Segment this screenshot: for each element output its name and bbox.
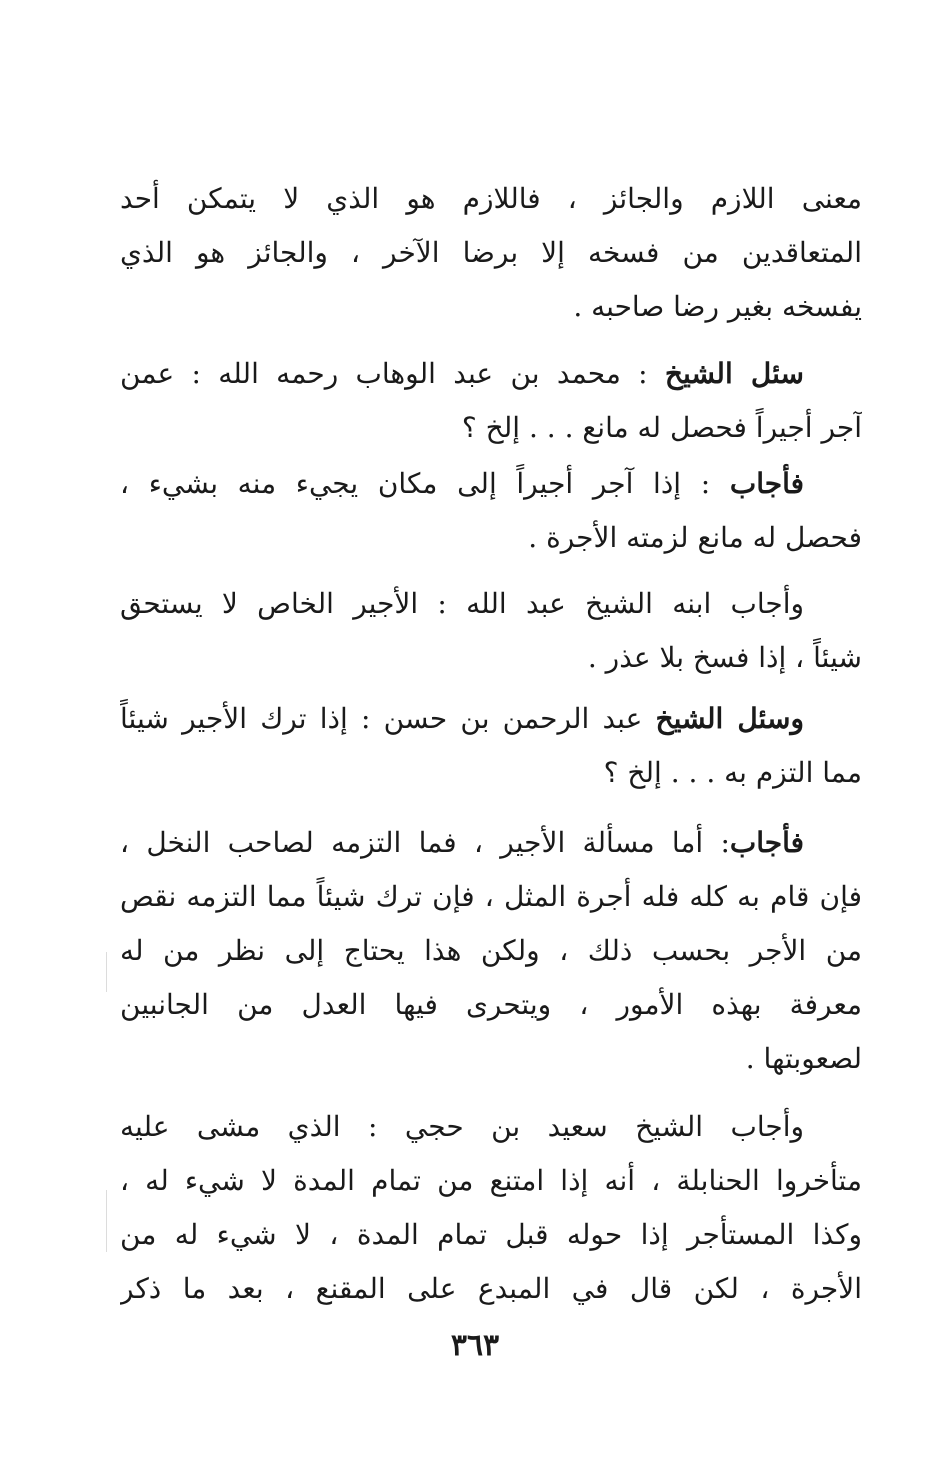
- text-line: وكذا المستأجر إذا حوله قبل تمام المدة ، لا شيء له من: [120, 1218, 862, 1251]
- paragraph-answer-saeed: [120, 1100, 862, 1316]
- paragraph-answer-2: [120, 816, 862, 1086]
- page-number: ٣٦٣: [450, 1328, 500, 1363]
- text-line: معنى اللازم والجائز ، فاللازم هو الذي لا يتمكن أحد: [120, 182, 862, 215]
- text-line: مما التزم به . . . إلخ ؟: [603, 756, 862, 789]
- lead-phrase: فأجاب: [729, 467, 804, 500]
- paragraph-answer-abdullah: [120, 577, 862, 685]
- text-line: [120, 457, 862, 511]
- paragraph-question-abdulrahman: [120, 692, 862, 800]
- text-line: يفسخه بغير رضا صاحبه .: [573, 290, 862, 323]
- text-line: فحصل له مانع لزمته الأجرة .: [528, 521, 862, 554]
- text-line: الأجرة ، لكن قال في المبدع على المقنع ، بعد ما ذكر: [120, 1272, 862, 1305]
- paragraph-answer-1: [120, 457, 862, 565]
- text-line: متأخروا الحنابلة ، أنه إذا امتنع من تمام المدة لا شيء له ،: [120, 1164, 862, 1197]
- paragraph-question-muhammad: [120, 347, 862, 455]
- margin-scan-mark: [106, 1190, 107, 1252]
- text-line: معرفة بهذه الأمور ، ويتحرى فيها العدل من الجانبين: [120, 988, 862, 1021]
- line-rest: عبد الرحمن بن حسن : إذا ترك الأجير شيئاً: [120, 702, 656, 735]
- margin-scan-mark: [106, 952, 107, 992]
- text-line: من الأجر بحسب ذلك ، ولكن هذا يحتاج إلى نظر من له: [120, 934, 862, 967]
- text-line: المتعاقدين من فسخه إلا برضا الآخر ، والجائز هو الذي: [120, 236, 862, 269]
- text-line: [120, 816, 862, 870]
- text-line: وأجاب الشيخ سعيد بن حجي : الذي مشى عليه: [120, 1110, 804, 1143]
- text-line: [120, 692, 862, 746]
- text-line: وأجاب ابنه الشيخ عبد الله : الأجير الخاص لا يستحق: [120, 587, 804, 620]
- line-rest: : محمد بن عبد الوهاب رحمه الله : عمن: [120, 357, 665, 390]
- text-line: شيئاً ، إذا فسخ بلا عذر .: [587, 641, 862, 674]
- lead-phrase: وسئل الشيخ: [655, 702, 804, 735]
- lead-phrase: سئل الشيخ: [664, 357, 804, 390]
- text-line: لصعوبتها .: [745, 1042, 862, 1075]
- line-rest: : أما مسألة الأجير ، فما التزمه لصاحب النخل ،: [120, 826, 730, 859]
- paragraph-lazim-jaiz: [120, 172, 862, 334]
- text-line: آجر أجيراً فحصل له مانع . . . إلخ ؟: [461, 411, 862, 444]
- text-line: [120, 347, 862, 401]
- line-rest: : إذا آجر أجيراً إلى مكان يجيء منه بشيء ،: [120, 467, 730, 500]
- lead-phrase: فأجاب: [729, 826, 804, 859]
- text-line: فإن قام به كله فله أجرة المثل ، فإن ترك شيئاً مما التزمه نقص: [120, 880, 862, 913]
